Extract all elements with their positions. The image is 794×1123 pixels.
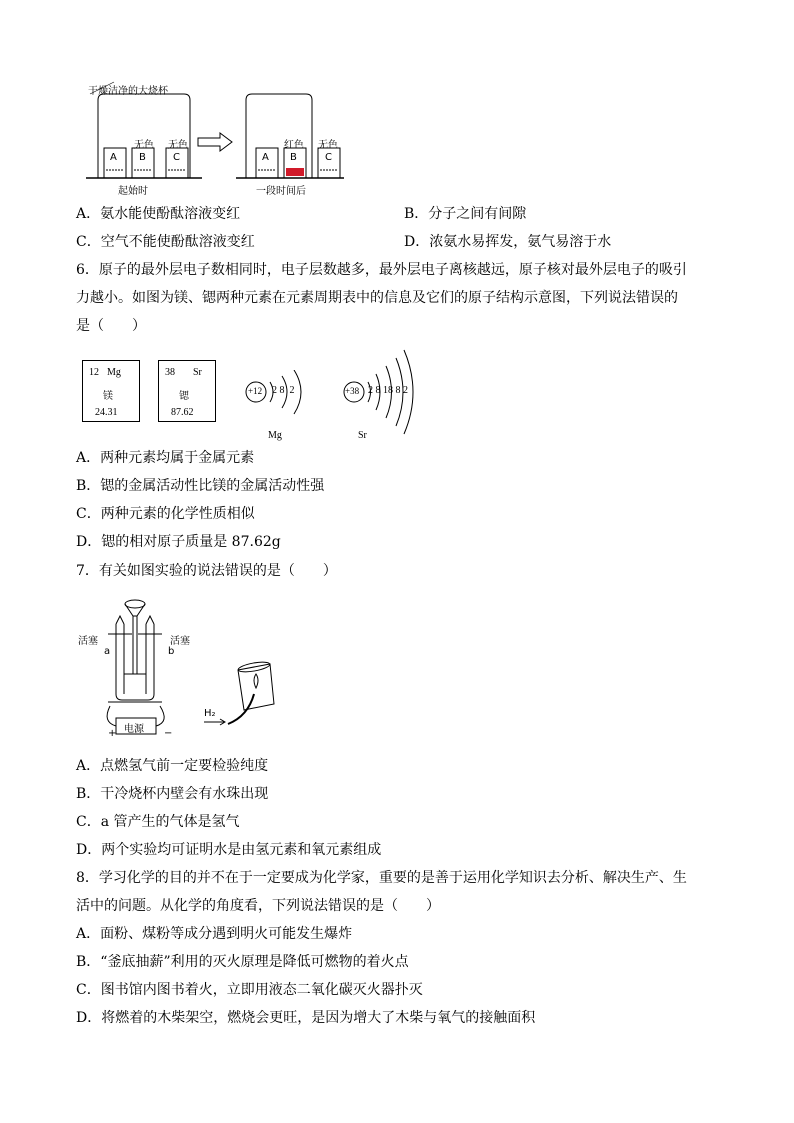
q6-stem-line-3: 是（ ） [76,318,146,334]
sr-element-tile [158,360,216,422]
mg-atom-diagram [244,370,314,444]
q5-option-a: A．氨水能使酚酞溶液变红 [76,206,241,222]
mg-name: 镁 [103,391,113,402]
left-b-color: 无色 [134,140,154,151]
right-beaker-a: A [262,152,269,163]
q6-option-d: D．锶的相对原子质量是 87.62g [76,534,281,550]
right-beaker-c: C [325,152,332,163]
sr-atom-diagram [340,348,420,444]
minus-sign: − [164,728,173,739]
left-caption: 起始时 [118,186,148,197]
mg-mass: 24.31 [95,407,118,418]
mg-atom-label: Mg [268,430,282,441]
q8-option-a: A．面粉、煤粉等成分遇到明火可能发生爆炸 [76,926,353,942]
q8-option-c: C．图书馆内图书着火，立即用液态二氧化碳灭火器扑灭 [76,982,423,998]
right-beaker-b: B [290,152,297,163]
red-solution [286,168,304,176]
right-c-color: 无色 [318,140,338,151]
right-caption: 一段时间后 [256,186,306,197]
q6-option-a: A．两种元素均属于金属元素 [76,450,255,466]
q8-option-b: B．“釜底抽薪”利用的灭火原理是降低可燃物的着火点 [76,954,409,970]
sr-nucleus: +38 [345,386,360,396]
q6-option-b: B．锶的金属活动性比镁的金属活动性强 [76,478,325,494]
q6-option-c: C．两种元素的化学性质相似 [76,506,255,522]
sr-mass: 87.62 [171,407,194,418]
q6-stem-line-2: 力越小。如图为镁、锶两种元素在元素周期表中的信息及它们的原子结构示意图，下列说法错误的 [76,290,678,306]
sr-atom-label: Sr [358,430,367,441]
electrolysis-figure [78,594,288,744]
q7-stem: 7．有关如图实验的说法错误的是（ ） [76,563,337,579]
valve-left-label: 活塞 [78,636,98,647]
left-c-color: 无色 [168,140,188,151]
left-beaker-b: B [139,152,146,163]
left-beaker-c: C [173,152,180,163]
sr-atomic-number: 38 [165,367,175,378]
tube-b-label: b [168,646,175,657]
power-label: 电源 [124,724,144,735]
valve-right-label: 活塞 [170,636,190,647]
q5-option-b: B．分子之间有间隙 [404,206,527,222]
mg-symbol: Mg [107,367,121,378]
q5-option-c: C．空气不能使酚酞溶液变红 [76,234,255,250]
q8-stem-line-2: 活中的问题。从化学的角度看，下列说法错误的是（ ） [76,898,440,914]
q8-option-d: D．将燃着的木柴架空，燃烧会更旺，是因为增大了木柴与氧气的接触面积 [76,1010,536,1026]
cup-label: 干燥洁净的大烧杯 [88,86,168,97]
mg-element-tile [82,360,140,422]
left-beaker-a: A [110,152,117,163]
sr-name: 锶 [179,391,189,402]
h2-label: H₂ [204,708,216,719]
diffusion-figure [80,78,350,198]
plus-sign: + [108,728,117,739]
q7-option-d: D．两个实验均可证明水是由氢元素和氧元素组成 [76,842,382,858]
mg-electrons: 2 8 2 [272,385,295,396]
mg-atomic-number: 12 [89,367,99,378]
q7-option-a: A．点燃氢气前一定要检验纯度 [76,758,269,774]
q8-stem-line-1: 8．学习化学的目的并不在于一定要成为化学家，重要的是善于运用化学知识去分析、解决生产、生 [76,870,687,886]
q6-stem-line-1: 6．原子的最外层电子数相同时，电子层数越多，最外层电子离核越远，原子核对最外层电子的吸引 [76,262,687,278]
sr-symbol: Sr [193,367,202,378]
q5-option-d: D．浓氨水易挥发，氨气易溶于水 [404,234,612,250]
sr-electrons: 2 8 18 8 2 [368,385,408,396]
mg-nucleus: +12 [248,386,263,396]
q7-option-b: B．干冷烧杯内壁会有水珠出现 [76,786,269,802]
q7-option-c: C．a 管产生的气体是氢气 [76,814,240,830]
right-b-color: 红色 [284,140,304,151]
tube-a-label: a [104,646,111,657]
